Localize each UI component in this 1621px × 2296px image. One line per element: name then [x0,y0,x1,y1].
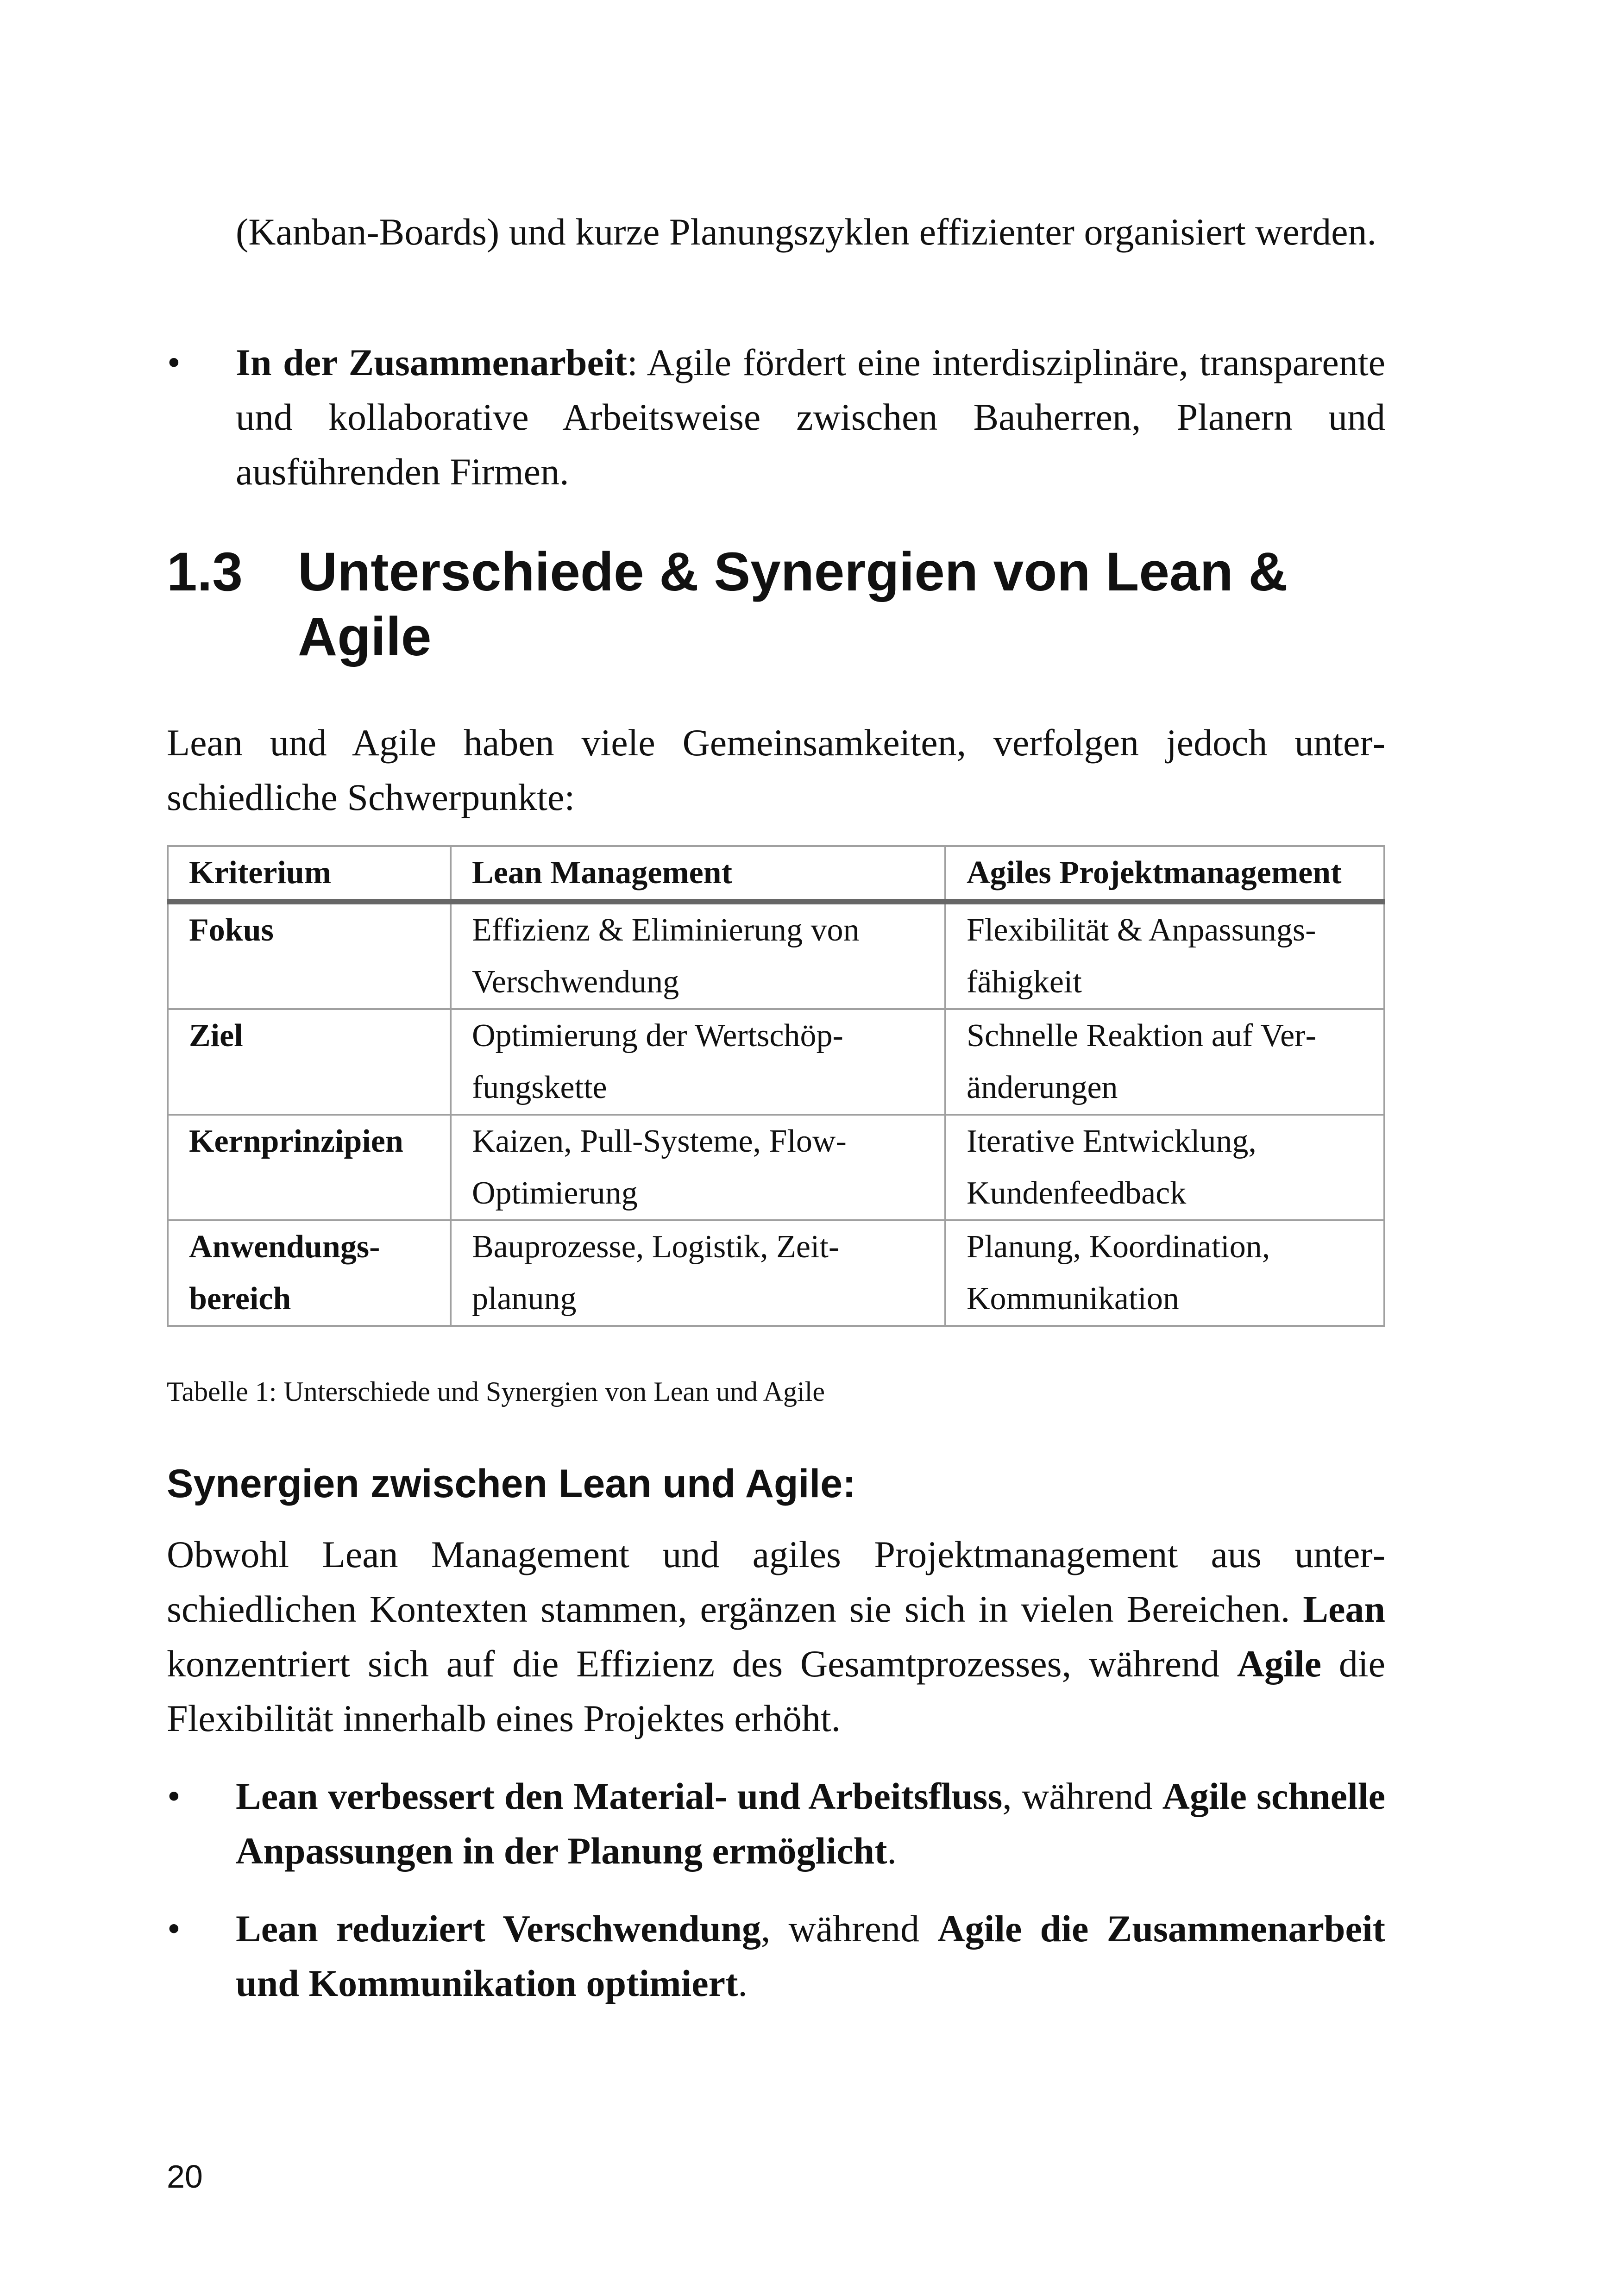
section-title: Unterschiede & Synergien von Lean & Agile [298,541,1288,667]
para-text: konzentriert sich auf die Effizienz des Gesamtprozesses, während [167,1643,1237,1685]
bullet-text: . [887,1830,897,1872]
table-row [168,1009,1384,1115]
para-bold: Lean [1303,1588,1385,1630]
table-caption: Tabelle 1: Unterschiede und Synergien von Lean und Agile [167,1376,825,1407]
table-cell: Bauprozesse, Logistik, Zeitplanung [451,1220,945,1326]
bullet-bold: Lean reduziert Verschwendung [236,1907,761,1950]
bullet-bold: In der Zusammenarbeit [236,341,627,383]
header-cell: Agiles Projektmanagement [945,846,1384,902]
bullet-icon: • [167,1907,181,1950]
bullet-icon: • [167,341,181,383]
synergy-paragraph [167,1527,1385,1746]
row-label: Kernprinzipien [168,1115,451,1220]
bullet-text: , während [760,1907,938,1950]
header-cell: Kriterium [168,846,451,902]
bullet-text: , während [1002,1775,1162,1817]
bullet-text: . [738,1962,748,2004]
para-text: die Flexibilität innerhalb eines Projektes erhöht. [167,1643,1386,1739]
table-cell: Iterative Entwicklung, Kundenfeedback [945,1115,1384,1220]
table-cell: Effizienz & Eliminierung von Verschwendung [451,902,945,1009]
intro-continuation: (Kanban-Boards) und kurze Planungszyklen effizienter organisiert werden. [236,211,1376,253]
table-cell: Planung, Koordination, Kommunikation [945,1220,1384,1326]
bullet-bold: Agile die Zusammenarbeit und Kommunikation optimiert [236,1907,1385,2004]
bullet-bold: Agile schnelle Anpassungen in der Planung ermöglicht [236,1775,1385,1872]
table-row [168,1220,1384,1326]
comparison-table [167,845,1385,1327]
bullet-bold: Lean verbessert den Material- und Arbeitsfluss [236,1775,1003,1817]
table-cell: Optimierung der Wertschöpfungskette [451,1009,945,1115]
subheading: Synergien zwischen Lean und Agile: [167,1462,856,1506]
para-text: Obwohl Lean Management und agiles Projektmanagement aus unterschiedlichen Kontexten stammen, ergänzen sie sich in vielen Bereichen. [167,1533,1385,1630]
para-bold: Agile [1237,1643,1322,1685]
table-cell: Flexibilität & Anpassungsfähigkeit [945,902,1384,1009]
bullet-icon: • [167,1775,181,1817]
row-label: Fokus [168,902,451,1009]
table-cell: Schnelle Reaktion auf Veränderungen [945,1009,1384,1115]
bullet-text: : Agile fördert eine interdisziplinäre, transparente und kollaborative Arbeitsweise zwischen Bauherren, Planern und ausführenden Firmen. [236,341,1385,493]
bullet-zusammenarbeit [167,335,1385,499]
table-cell: Kaizen, Pull-Systeme, Flow-Optimierung [451,1115,945,1220]
table-row [168,902,1384,1009]
table-header-row [168,846,1384,902]
section-heading [167,539,1385,669]
row-label: Anwendungsbereich [168,1220,451,1326]
section-number: 1.3 [167,541,243,602]
bullet-item [167,1901,1385,2011]
bullet-item [167,1769,1385,1878]
header-cell: Lean Management [451,846,945,902]
table-row [168,1115,1384,1220]
row-label: Ziel [168,1009,451,1115]
page-number: 20 [167,2158,203,2195]
intro-paragraph: Lean und Agile haben viele Gemeinsamkeiten, verfolgen jedoch unterschiedliche Schwerpunkte: [167,721,1385,818]
